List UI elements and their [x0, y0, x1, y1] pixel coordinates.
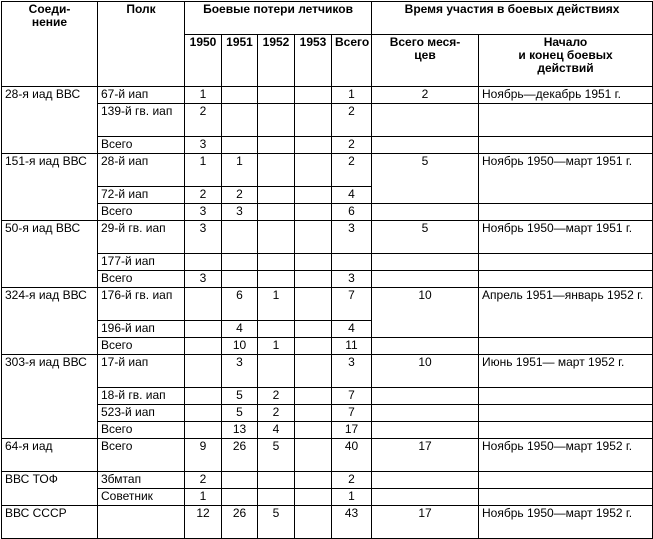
formation-cell: 303-я иад ВВС [2, 355, 98, 439]
losses-1952-cell [258, 204, 295, 221]
losses-1950-cell: 3 [185, 137, 222, 154]
losses-total-cell: 7 [332, 388, 372, 405]
losses-1952-cell [258, 87, 295, 104]
losses-total-cell [332, 254, 372, 271]
period-cell [479, 388, 653, 405]
losses-1953-cell [295, 388, 332, 405]
table-row [2, 221, 653, 254]
header-formation: Соеди- нение [2, 2, 98, 87]
losses-1953-cell [295, 472, 332, 489]
regiment-cell: 177-й иап [98, 254, 185, 271]
regiment-cell: 72-й иап [98, 187, 185, 204]
regiment-cell: Всего [98, 271, 185, 288]
losses-1951-cell [222, 254, 258, 271]
losses-1951-cell [222, 104, 258, 137]
losses-1951-cell: 26 [222, 439, 258, 472]
losses-1950-cell [185, 405, 222, 422]
months-cell: 5 [372, 154, 479, 204]
regiment-cell: 67-й иап [98, 87, 185, 104]
months-cell [372, 104, 479, 137]
losses-1953-cell [295, 254, 332, 271]
losses-1953-cell [295, 405, 332, 422]
losses-total-cell: 11 [332, 338, 372, 355]
losses-1952-cell: 5 [258, 439, 295, 472]
losses-1950-cell: 1 [185, 489, 222, 506]
formation-cell: ВВС СССР [2, 506, 98, 539]
header-year-1952: 1952 [258, 35, 295, 87]
regiment-cell: 29-й гв. иап [98, 221, 185, 254]
losses-total-cell: 1 [332, 489, 372, 506]
losses-total-cell: 1 [332, 87, 372, 104]
table-row [2, 154, 653, 187]
months-cell [372, 405, 479, 422]
losses-1951-cell: 5 [222, 388, 258, 405]
losses-1953-cell [295, 187, 332, 204]
table-row [2, 422, 653, 439]
losses-1950-cell: 3 [185, 271, 222, 288]
losses-1950-cell [185, 422, 222, 439]
regiment-cell: 139-й гв. иап [98, 104, 185, 137]
losses-1951-cell: 13 [222, 422, 258, 439]
losses-total-cell: 2 [332, 104, 372, 137]
losses-1951-cell [222, 271, 258, 288]
losses-1950-cell [185, 388, 222, 405]
losses-1953-cell [295, 154, 332, 187]
period-cell: Июнь 1951— март 1952 г. [479, 355, 653, 388]
regiment-cell: 18-й гв. иап [98, 388, 185, 405]
header-losses: Боевые потери летчиков [185, 2, 372, 35]
period-cell [479, 405, 653, 422]
period-cell: Ноябрь—декабрь 1951 г. [479, 87, 653, 104]
losses-1952-cell [258, 254, 295, 271]
losses-1950-cell: 2 [185, 187, 222, 204]
months-cell: 17 [372, 439, 479, 472]
losses-1952-cell [258, 221, 295, 254]
regiment-cell: Всего [98, 137, 185, 154]
losses-1952-cell: 1 [258, 288, 295, 321]
period-cell [479, 204, 653, 221]
losses-1953-cell [295, 422, 332, 439]
table-row [2, 472, 653, 489]
losses-1950-cell: 3 [185, 204, 222, 221]
losses-1951-cell [222, 221, 258, 254]
regiment-cell: Всего [98, 422, 185, 439]
losses-1950-cell [185, 355, 222, 388]
losses-1952-cell [258, 104, 295, 137]
regiment-cell: 28-й иап [98, 154, 185, 187]
table-row [2, 439, 653, 472]
regiment-cell: 17-й иап [98, 355, 185, 388]
header-year-1951: 1951 [222, 35, 258, 87]
header-period: Начало и конец боевых действий [479, 35, 653, 87]
period-cell: Ноябрь 1950—март 1952 г. [479, 506, 653, 539]
period-cell [479, 422, 653, 439]
losses-1953-cell [295, 506, 332, 539]
table-row [2, 288, 653, 321]
losses-total-cell: 7 [332, 405, 372, 422]
regiment-cell: 523-й иап [98, 405, 185, 422]
period-cell [479, 271, 653, 288]
regiment-cell: Советник [98, 489, 185, 506]
losses-1951-cell: 2 [222, 187, 258, 204]
table-row [2, 137, 653, 154]
regiment-cell: Всего [98, 439, 185, 472]
combat-losses-table [1, 1, 653, 539]
months-cell: 17 [372, 506, 479, 539]
losses-total-cell: 40 [332, 439, 372, 472]
table-row [2, 338, 653, 355]
losses-total-cell: 4 [332, 321, 372, 338]
table-row [2, 405, 653, 422]
losses-total-cell: 3 [332, 355, 372, 388]
header-total: Всего [332, 35, 372, 87]
losses-1952-cell: 5 [258, 506, 295, 539]
period-cell [479, 472, 653, 489]
losses-total-cell: 2 [332, 472, 372, 489]
formation-cell: 64-я иад [2, 439, 98, 472]
losses-1953-cell [295, 288, 332, 321]
months-cell [372, 271, 479, 288]
losses-total-cell: 2 [332, 137, 372, 154]
table-row [2, 489, 653, 506]
losses-total-cell: 43 [332, 506, 372, 539]
losses-total-cell: 3 [332, 271, 372, 288]
header-year-1953: 1953 [295, 35, 332, 87]
losses-1952-cell: 2 [258, 388, 295, 405]
months-cell [372, 204, 479, 221]
losses-1951-cell: 10 [222, 338, 258, 355]
period-cell [479, 254, 653, 271]
losses-1951-cell [222, 472, 258, 489]
period-cell [479, 338, 653, 355]
formation-cell: 324-я иад ВВС [2, 288, 98, 355]
losses-1953-cell [295, 271, 332, 288]
losses-total-cell: 2 [332, 154, 372, 187]
regiment-cell: Всего [98, 338, 185, 355]
table-row [2, 271, 653, 288]
header-time: Время участия в боевых действиях [372, 2, 653, 35]
losses-1951-cell [222, 87, 258, 104]
losses-1953-cell [295, 221, 332, 254]
losses-1950-cell: 3 [185, 221, 222, 254]
losses-1950-cell [185, 288, 222, 321]
period-cell [479, 489, 653, 506]
months-cell [372, 338, 479, 355]
months-cell [372, 489, 479, 506]
table-row [2, 104, 653, 137]
losses-1952-cell: 2 [258, 405, 295, 422]
months-cell [372, 137, 479, 154]
formation-cell: 50-я иад ВВС [2, 221, 98, 288]
losses-1950-cell: 1 [185, 154, 222, 187]
losses-1950-cell [185, 321, 222, 338]
losses-1953-cell [295, 204, 332, 221]
losses-1950-cell: 9 [185, 439, 222, 472]
losses-1951-cell: 4 [222, 321, 258, 338]
regiment-cell: 176-й гв. иап [98, 288, 185, 321]
formation-cell: ВВС ТОФ [2, 472, 98, 506]
losses-1953-cell [295, 321, 332, 338]
table-row [2, 355, 653, 388]
losses-1951-cell: 1 [222, 154, 258, 187]
header-regiment: Полк [98, 2, 185, 87]
losses-1952-cell [258, 489, 295, 506]
header-row-1 [2, 2, 653, 35]
regiment-cell: 3бмтап [98, 472, 185, 489]
losses-1952-cell [258, 321, 295, 338]
period-cell: Апрель 1951—январь 1952 г. [479, 288, 653, 338]
losses-1950-cell: 2 [185, 472, 222, 489]
regiment-cell: Всего [98, 204, 185, 221]
table-row [2, 204, 653, 221]
losses-1951-cell [222, 137, 258, 154]
months-cell [372, 422, 479, 439]
losses-1953-cell [295, 87, 332, 104]
losses-total-cell: 3 [332, 221, 372, 254]
losses-total-cell: 17 [332, 422, 372, 439]
losses-1952-cell [258, 472, 295, 489]
losses-total-cell: 7 [332, 288, 372, 321]
table-row [2, 87, 653, 104]
months-cell [372, 472, 479, 489]
months-cell: 10 [372, 355, 479, 388]
regiment-cell: 196-й иап [98, 321, 185, 338]
header-months: Всего меся- цев [372, 35, 479, 87]
losses-1951-cell: 26 [222, 506, 258, 539]
losses-1952-cell [258, 187, 295, 204]
losses-1953-cell [295, 137, 332, 154]
period-cell: Ноябрь 1950—март 1952 г. [479, 439, 653, 472]
losses-1953-cell [295, 104, 332, 137]
losses-total-cell: 6 [332, 204, 372, 221]
losses-1953-cell [295, 489, 332, 506]
losses-1950-cell: 1 [185, 87, 222, 104]
regiment-cell [98, 506, 185, 539]
losses-1950-cell: 2 [185, 104, 222, 137]
losses-1950-cell: 12 [185, 506, 222, 539]
header-year-1950: 1950 [185, 35, 222, 87]
months-cell: 5 [372, 221, 479, 254]
months-cell [372, 254, 479, 271]
losses-1953-cell [295, 355, 332, 388]
months-cell [372, 388, 479, 405]
losses-1950-cell [185, 254, 222, 271]
losses-1952-cell [258, 355, 295, 388]
period-cell: Ноябрь 1950—март 1951 г. [479, 221, 653, 254]
losses-1953-cell [295, 338, 332, 355]
losses-1952-cell [258, 137, 295, 154]
table-row [2, 506, 653, 539]
months-cell: 10 [372, 288, 479, 338]
period-cell [479, 104, 653, 137]
losses-1951-cell: 3 [222, 355, 258, 388]
period-cell [479, 137, 653, 154]
table-row [2, 388, 653, 405]
losses-1951-cell [222, 489, 258, 506]
losses-1951-cell: 3 [222, 204, 258, 221]
period-cell: Ноябрь 1950—март 1951 г. [479, 154, 653, 204]
losses-total-cell: 4 [332, 187, 372, 204]
losses-1950-cell [185, 338, 222, 355]
losses-1951-cell: 6 [222, 288, 258, 321]
losses-1953-cell [295, 439, 332, 472]
losses-1952-cell [258, 271, 295, 288]
losses-1952-cell: 4 [258, 422, 295, 439]
table-row [2, 254, 653, 271]
months-cell: 2 [372, 87, 479, 104]
table-body [2, 87, 653, 539]
losses-1951-cell: 5 [222, 405, 258, 422]
losses-1952-cell [258, 154, 295, 187]
formation-cell: 151-я иад ВВС [2, 154, 98, 221]
formation-cell: 28-я иад ВВС [2, 87, 98, 154]
losses-1952-cell: 1 [258, 338, 295, 355]
